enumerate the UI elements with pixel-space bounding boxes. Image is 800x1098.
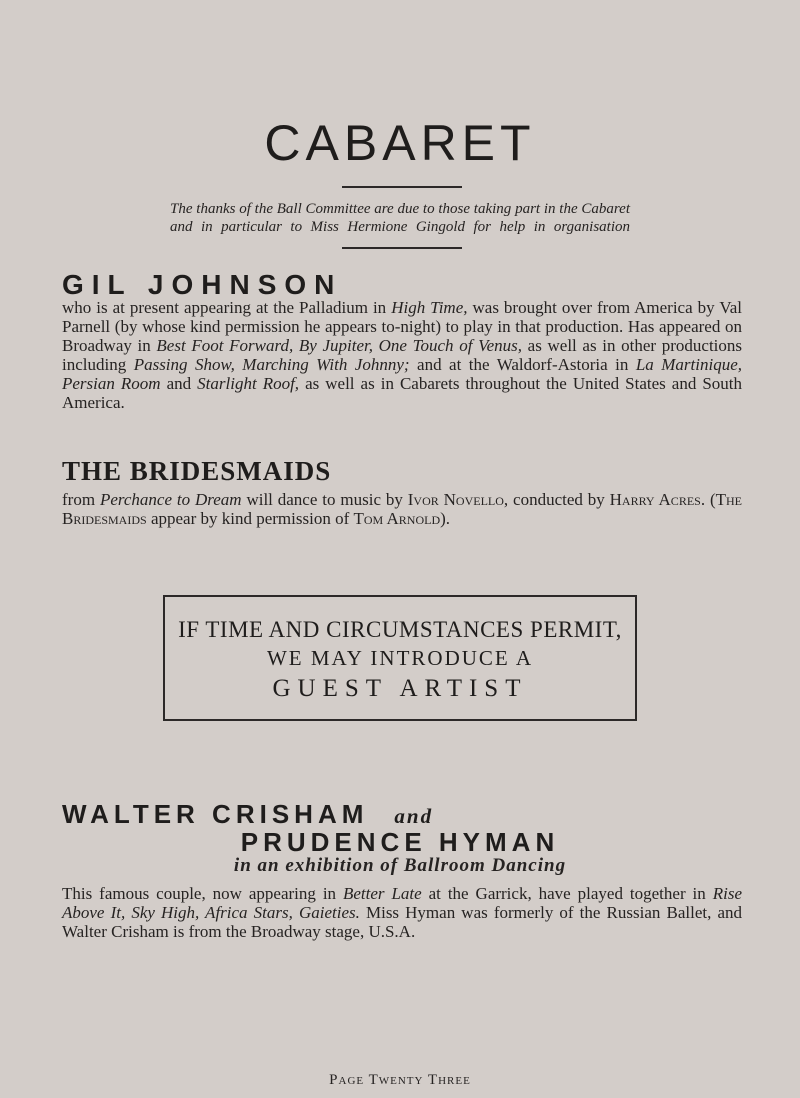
text-run: conducted by bbox=[508, 490, 610, 509]
group-name: The Bridesmaids bbox=[62, 490, 743, 528]
composer-name: Ivor Novello, bbox=[407, 490, 509, 509]
bridesmaids-paragraph bbox=[62, 490, 742, 528]
text-run: ). bbox=[440, 509, 451, 528]
conductor-name: Harry Acres. bbox=[609, 490, 706, 509]
text-run: was brought over from America by Val Parnell (by whose kind permission he appears to-night) to play in that production. Has appeared on Broadway in bbox=[62, 298, 742, 355]
venue-titles: La Martinique, Persian Room bbox=[62, 355, 743, 393]
gil-johnson-paragraph bbox=[62, 298, 742, 412]
text-run: will dance to music by bbox=[241, 490, 408, 509]
show-titles: Best Foot Forward, By Jupiter, One Touch of Venus, bbox=[156, 336, 523, 355]
text-run: This famous couple, now appearing in bbox=[62, 884, 343, 903]
text-run: ( bbox=[705, 490, 716, 509]
text-run: and at the Waldorf-Astoria in bbox=[409, 355, 636, 374]
bridesmaids-heading: THE BRIDESMAIDS bbox=[62, 456, 332, 486]
box-line-1: IF TIME AND CIRCUMSTANCES PERMIT, bbox=[178, 617, 622, 642]
walter-crisham-heading bbox=[62, 801, 433, 827]
text-run: appear by kind permission of bbox=[146, 509, 354, 528]
venue-title: Starlight Roof, bbox=[197, 374, 300, 393]
text-run: and bbox=[160, 374, 198, 393]
text-run: from bbox=[62, 490, 100, 509]
text-run: at the Garrick, have played together in bbox=[421, 884, 713, 903]
thanks-note: The thanks of the Ball Committee are due to those taking part in the Cabaret and in particular to Miss Hermione Gingold for help in organisation bbox=[170, 201, 630, 235]
and-word: and bbox=[394, 804, 434, 828]
text-run: who is at present appearing at the Palladium in bbox=[62, 298, 392, 317]
prudence-hyman-heading: PRUDENCE HYMAN bbox=[240, 827, 560, 857]
gil-johnson-heading: GIL JOHNSON bbox=[62, 269, 343, 300]
box-line-3: GUEST ARTIST bbox=[272, 675, 528, 702]
exhibition-subtitle: in an exhibition of Ballroom Dancing bbox=[233, 855, 567, 876]
show-title: Perchance to Dream bbox=[99, 490, 242, 509]
title-divider bbox=[342, 186, 462, 188]
box-line-2: WE MAY INTRODUCE A bbox=[266, 646, 534, 670]
show-titles: Rise Above It, Sky High, Africa Stars, Gaieties. bbox=[62, 884, 742, 922]
page-number: Page Twenty Three bbox=[329, 1072, 471, 1088]
page-title: CABARET bbox=[264, 115, 536, 171]
dancers-paragraph bbox=[62, 884, 742, 941]
guest-artist-box bbox=[163, 595, 637, 721]
section-divider bbox=[342, 247, 462, 249]
producer-name: Tom Arnold bbox=[353, 509, 441, 528]
text-run: as well as in Cabarets throughout the United States and South America. bbox=[62, 374, 743, 412]
text-run: Miss Hyman was formerly of the Russian Ballet, and Walter Crisham is from the Broadway stage, U.S.A. bbox=[62, 903, 742, 941]
show-titles: Passing Show, Marching With Johnny; bbox=[133, 355, 410, 374]
show-title: High Time, bbox=[391, 298, 468, 317]
text-run: as well as in other productions including bbox=[62, 336, 743, 374]
show-title: Better Late bbox=[342, 884, 422, 903]
performer-name: WALTER CRISHAM bbox=[62, 799, 369, 829]
